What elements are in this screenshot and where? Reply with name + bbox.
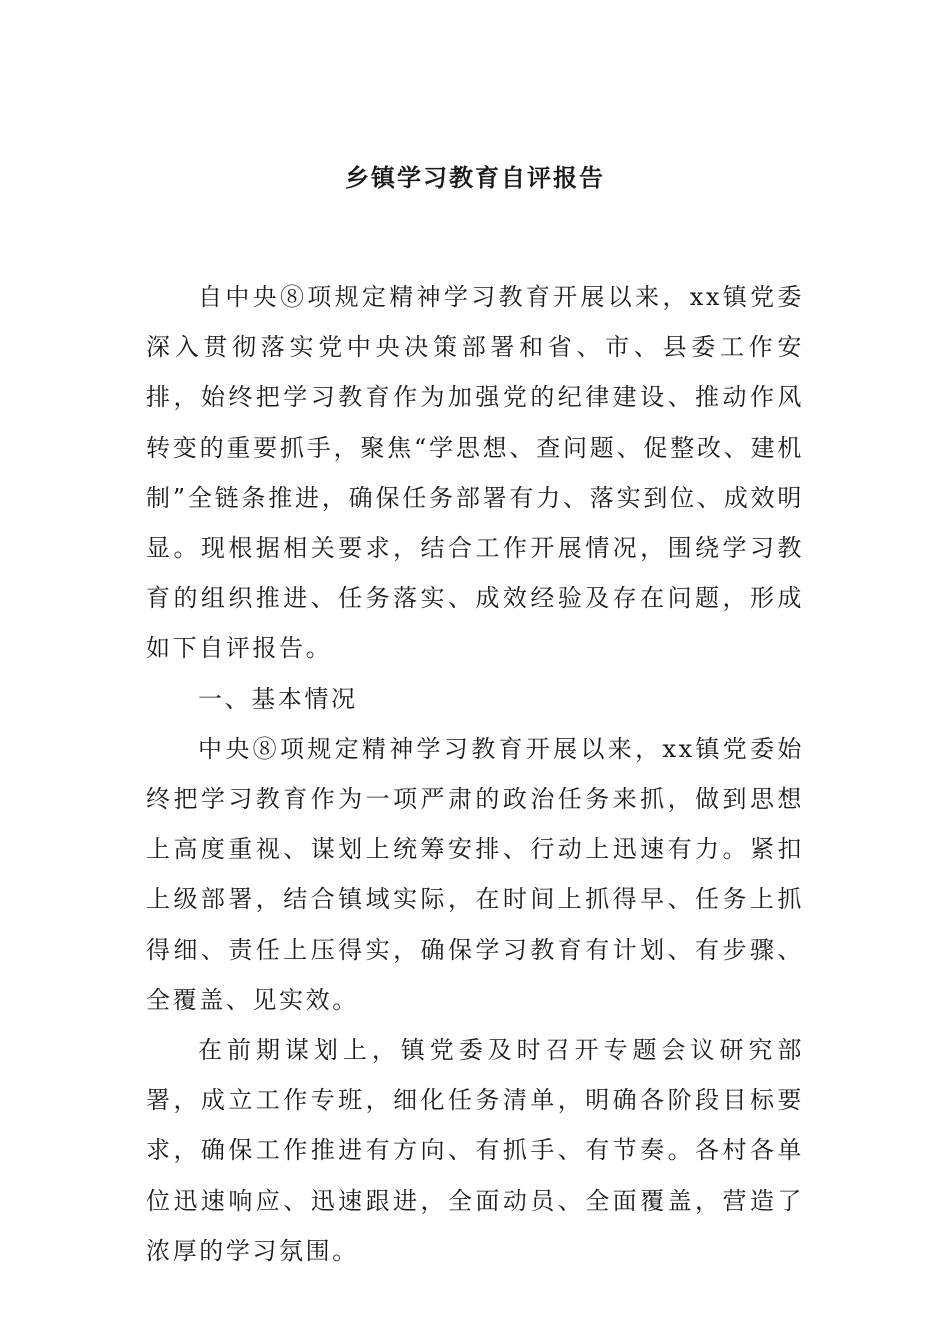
section-heading-basic-situation: 一、基本情况	[198, 684, 358, 713]
paragraph-early-planning: 在前期谋划上，镇党委及时召开专题会议研究部署，成立工作专班，细化任务清单，明确各阶段目标要求，确保工作推进有方向、有抓手、有节奏。各村各单位迅速响应、迅速跟进，全面动员、全面覆盖，营造了浓厚的学习氛围。	[146, 1036, 804, 1265]
document-body	[146, 272, 804, 1276]
paragraph-intro: 自中央⑧项规定精神学习教育开展以来，xx镇党委深入贯彻落实党中央决策部署和省、市、县委工作安排，始终把学习教育作为加强党的纪律建设、推动作风转变的重要抓手，聚焦“学思想、查问题、促整改、建机制”全链条推进，确保任务部署有力、落实到位、成效明显。现根据相关要求，结合工作开展情况，围绕学习教育的组织推进、任务落实、成效经验及存在问题，形成如下自评报告。	[146, 283, 804, 663]
paragraph-basic-situation: 中央⑧项规定精神学习教育开展以来，xx镇党委始终把学习教育作为一项严肃的政治任务来抓，做到思想上高度重视、谋划上统筹安排、行动上迅速有力。紧扣上级部署，结合镇域实际，在时间上抓得早、任务上抓得细、责任上压得实，确保学习教育有计划、有步骤、全覆盖、见实效。	[146, 734, 804, 1014]
document-title: 乡镇学习教育自评报告	[345, 163, 605, 192]
